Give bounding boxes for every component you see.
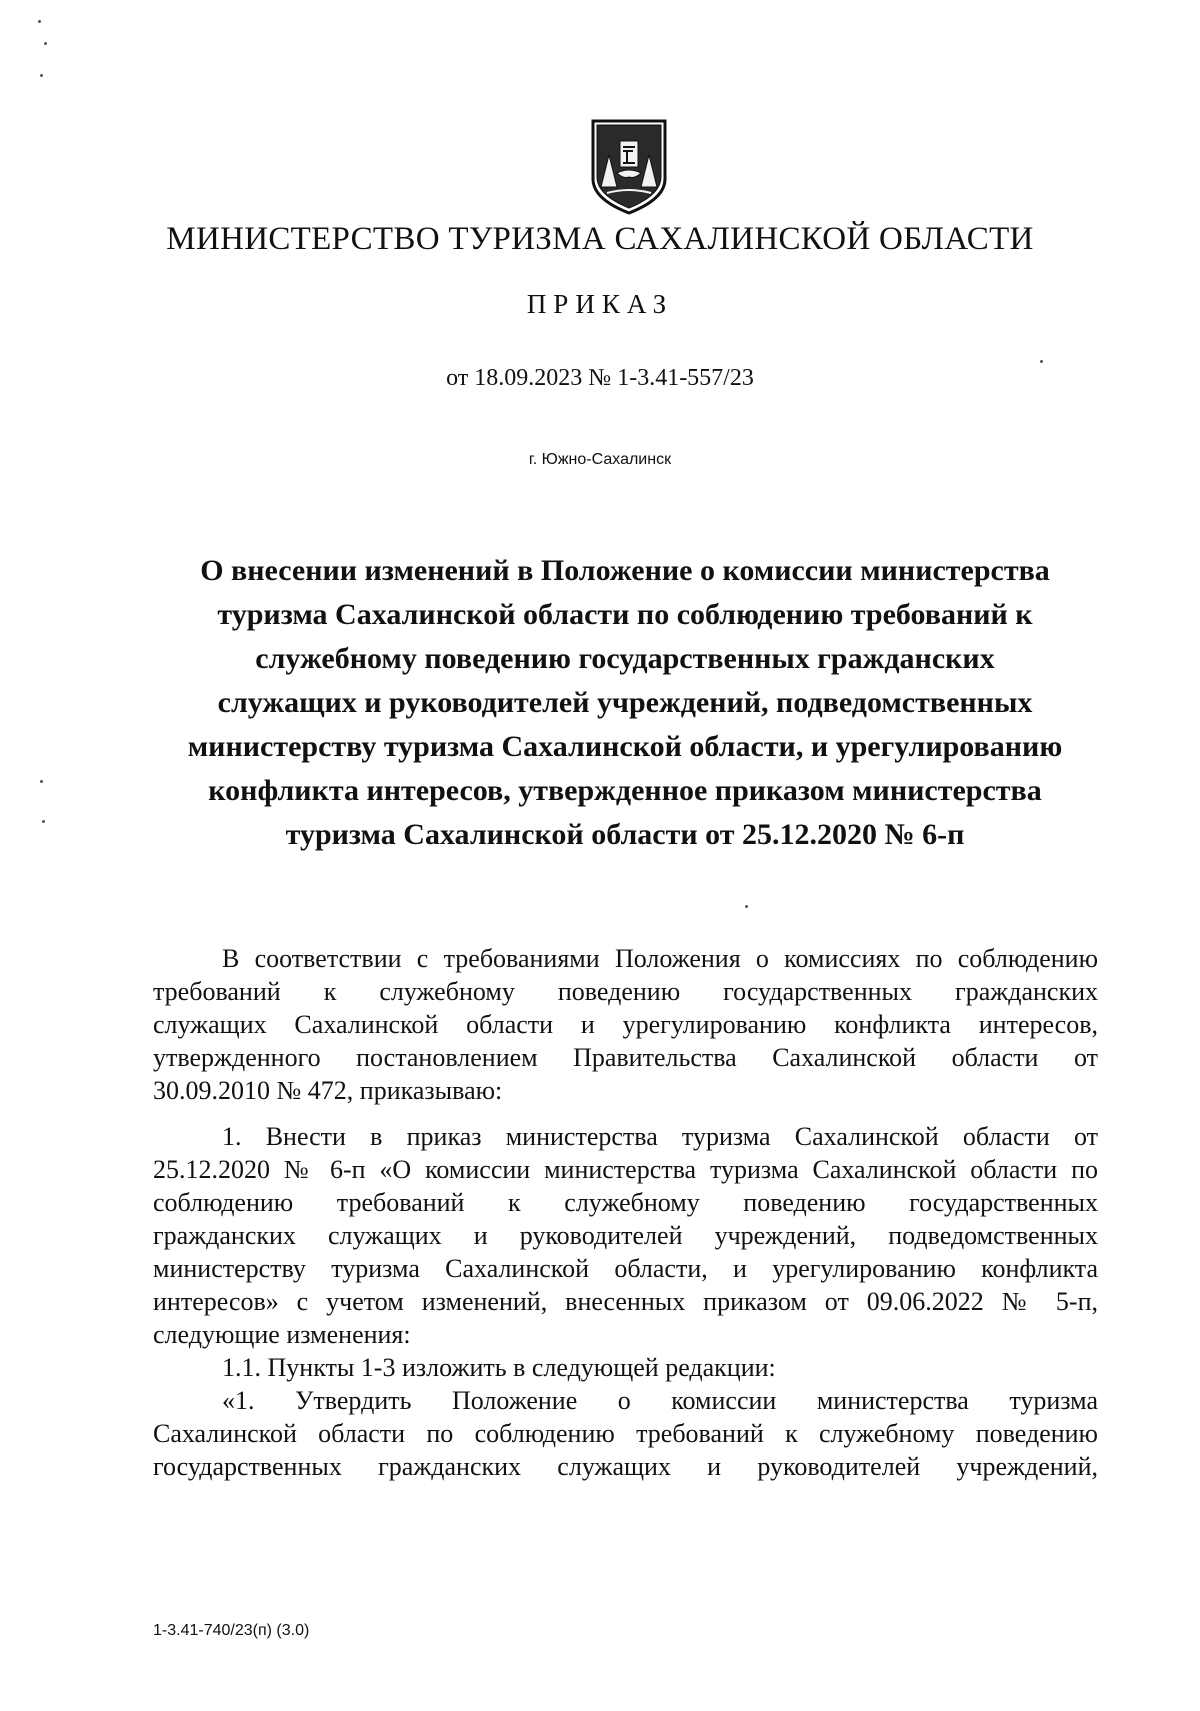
heading-line: туризма Сахалинской области по соблюдению требований к [217,598,1033,631]
body-line: соблюдению требований к служебному поведению государственных [153,1188,1098,1217]
coat-of-arms-emblem [587,117,671,217]
body-line: 1. Внести в приказ министерства туризма Сахалинской области от [222,1122,1098,1151]
body-line: «1. Утвердить Положение о комиссии министерства туризма [222,1386,1098,1415]
scan-speck [40,74,43,77]
heading-line: конфликта интересов, утвержденное приказом министерства [208,774,1042,807]
body-line: государственных гражданских служащих и руководителей учреждений, [153,1452,1098,1481]
body-line: утвержденного постановлением Правительства Сахалинской области от [153,1043,1098,1072]
body-line: 1.1. Пункты 1-3 изложить в следующей редакции: [222,1353,776,1382]
scan-speck [38,20,41,23]
body-line: следующие изменения: [153,1320,411,1349]
heading-line: министерству туризма Сахалинской области, и урегулированию [187,730,1063,763]
scan-speck [1040,360,1043,363]
body-line: В соответствии с требованиями Положения о комиссиях по соблюдению [222,944,1098,973]
heading-line: служебному поведению государственных гражданских [255,642,995,675]
body-line: требований к служебному поведению государственных гражданских [153,977,1098,1006]
document-heading [150,549,1100,857]
body-line: министерству туризма Сахалинской области, и урегулированию конфликта [153,1254,1098,1283]
scan-speck [745,905,748,908]
body-line: Сахалинской области по соблюдению требований к служебному поведению [153,1419,1098,1448]
city-name: г. Южно-Сахалинск [528,451,672,468]
order-title: ПРИКАЗ [526,289,674,319]
ministry-name: МИНИСТЕРСТВО ТУРИЗМА САХАЛИНСКОЙ ОБЛАСТИ [166,221,1034,257]
document-code: 1-3.41-740/23(п) (3.0) [153,1622,310,1639]
body-line: служащих Сахалинской области и урегулированию конфликта интересов, [153,1010,1098,1039]
body-line: гражданских служащих и руководителей учреждений, подведомственных [153,1221,1098,1250]
body-line: 30.09.2010 № 472, приказываю: [153,1076,503,1105]
body-line: 25.12.2020 № 6-п «О комиссии министерства туризма Сахалинской области по [153,1155,1098,1184]
heading-line: служащих и руководителей учреждений, подведомственных [217,686,1033,719]
heading-line: туризма Сахалинской области от 25.12.2020 № 6-п [285,818,965,851]
scan-speck [42,820,45,823]
body-line: интересов» с учетом изменений, внесенных приказом от 09.06.2022 № 5-п, [153,1287,1098,1316]
scan-speck [40,780,43,783]
document-body [153,942,1098,1483]
heading-line: О внесении изменений в Положение о комиссии министерства [200,554,1050,587]
order-date-number: от 18.09.2023 № 1-3.41-557/23 [446,365,754,391]
scan-speck [44,42,47,45]
